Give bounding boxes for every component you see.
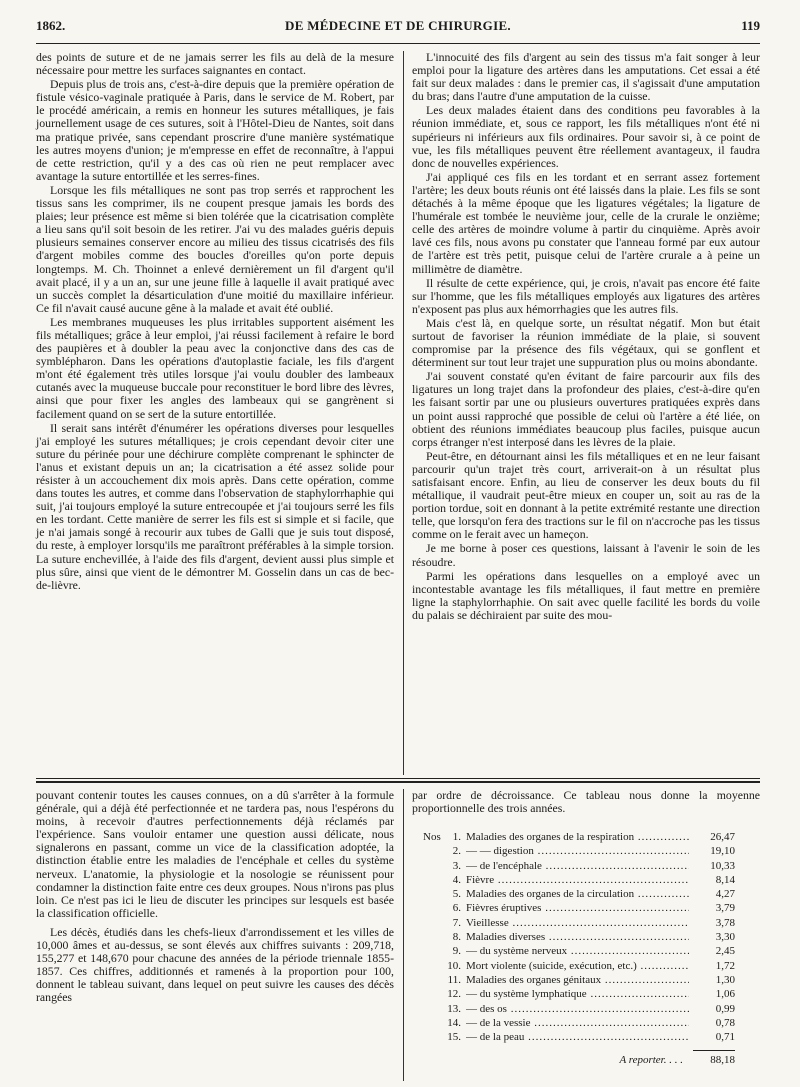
- paragraph: Je me borne à poser ces questions, laissant à l'avenir le soin de les résoudre.: [412, 541, 760, 569]
- paragraph: Les deux malades étaient dans des conditions peu favorables à la réunion immédiate, et, sous ce rapport, les fils métalliques n'ont été ni supérieurs ni inférieurs aux fils ordinaires. Pour savoir si, à ce point de vue, les fils métalliques peuvent être réellement avantageux, il faudra donc de nouvelles expériences.: [412, 103, 760, 170]
- cause-value: 1,30: [715, 973, 735, 986]
- paragraph: Depuis plus de trois ans, c'est-à-dire depuis que la première opération de fistule vésico-vaginale pratiquée à Paris, dans le service de M. Robert, par le procédé américain, a remis en honneur les sutures métalliques, je fais journellement usage de ces sutures, soit à l'Hôtel-Dieu de Nantes, soit dans ma pratique privée, sans cependant proscrire d'une manière systématique les autres moyens d'union; je m'empresse en effet de reconnaître, à l'appui de cette restriction, qu'il y a des cas où rien ne peut remplacer avec avantage la suture entortillée et les serres-fines.: [36, 77, 394, 183]
- cause-value: 0,78: [715, 1016, 735, 1029]
- cause-value: 19,10: [710, 845, 735, 858]
- paragraph: Les membranes muqueuses les plus irritables supportent aisément les fils métalliques; grâce à leur emploi, j'ai réussi facilement à refaire le bord des paupières et à doubler la peau avec la conjonctive dans des cas de symblépharon. Dans les opérations d'autoplastie faciale, les fils d'argent m'ont été également très utiles lorsque j'ai voulu doubler des lambeaux cutanés avec la muqueuse buccale pour reconstituer le bord libre des lèvres, ainsi que pour fixer les angles des lambeaux qui se gangrènent si facilement quand on se sert de la suture entortillée.: [36, 314, 394, 421]
- cause-label: — du système nerveux .....: [466, 944, 689, 958]
- nos-label: [423, 973, 443, 987]
- paragraph: des points de suture et de ne jamais serrer les fils au delà de la mesure nécessaire pour mettre les surfaces saignantes en contact.: [36, 50, 394, 78]
- left-column: [36, 51, 394, 592]
- cause-value: 3,78: [715, 916, 735, 929]
- paragraph: Lorsque les fils métalliques ne sont pas trop serrés et rapprochent les tissus sans les comprimer, ils ne coupent presque jamais les bords des plaies; leur présence est même si bien tolérée que la cicatrisation complète a lieu sans qu'il soit besoin de les retirer. J'ai vu des malades guéris depuis plusieurs semaines conserver encore au milieu des tissus cicatrisés des fils d'argent mobiles comme des boucles d'oreilles qu'on porte depuis longtemps. M. Ch. Thoinnet a enlevé dernièrement un fil d'argent qu'il avait placé, il y a un an, sur une jeune fille à laquelle il avait pratiqué avec un succès complet la désarticulation d'une moitié du maxillaire inférieur. Ce fil n'avait causé aucune gêne à la malade et avait été oublié.: [36, 182, 394, 315]
- row-number: 11.: [447, 973, 461, 986]
- paragraph: par ordre de décroissance. Ce tableau nous donne la moyenne proportionnelle des trois années.: [412, 788, 760, 816]
- cause-value: 10,33: [710, 859, 735, 872]
- table-row: [423, 1002, 735, 1016]
- nos-label: [423, 944, 443, 958]
- right-column: [412, 51, 760, 622]
- cause-label: Maladies des organes génitaux .....: [466, 973, 689, 987]
- table-row: [423, 930, 735, 944]
- nos-label: Nos: [423, 831, 441, 843]
- row-number: 9.: [452, 945, 461, 958]
- table-row: [423, 1030, 735, 1044]
- paragraph: Mais c'est là, en quelque sorte, un résultat négatif. Mon but était surtout de favoriser la réunion immédiate de la plaie, si souvent compromise par la présence des fils végétaux, qui se gonflent et déterminent sur tout leur trajet une suppuration plus ou moins abondante.: [412, 315, 760, 370]
- nos-label: [423, 987, 443, 1001]
- nos-label: [423, 1030, 443, 1044]
- table-row: [423, 830, 735, 844]
- row-number: 12.: [447, 988, 461, 1001]
- cause-value: 0,99: [715, 1002, 735, 1015]
- paragraph: pouvant contenir toutes les causes connues, on a dû s'arrêter à la formule générale, qui a déjà été perfectionnée et ne tardera pas, nous l'espérons du moins, à recevoir d'autres perfectionnements déjà réclamés par l'expérience. Sans vouloir entamer une question aussi délicate, nous signalerons en passant, comme un vice de la classification adoptée, la distinction établie entre les maladies de l'encéphale et celles du système nerveux. L'anatomie, la physiologie et la nosologie se réunissent pour condamner la distinction faite entre ces deux groupes. Nous n'irons pas plus loin. Ce n'est pas ici le lieu de discuter les principes sur lesquels est basée la classification officielle.: [36, 788, 394, 920]
- table-row: [423, 844, 735, 858]
- header-rule: [36, 43, 760, 44]
- paragraph: Les décès, étudiés dans les chefs-lieux d'arrondissement et les villes de 10,000 âmes et au-dessus, se sont élevés aux chiffres suivants : 209,718, 155,277 et 148,670 pour chacune des années de la période triennale 1855-1857. Ces chiffres, additionnés et ramenés à la proportion pour 100, donnent le tableau suivant, dans lequel on peut suivre les causes des décès rangées: [36, 924, 394, 1005]
- row-number: 3.: [452, 859, 461, 872]
- nos-label: [423, 887, 443, 901]
- paragraph: J'ai souvent constaté qu'en évitant de faire parcourir aux fils des ligatures un long trajet dans la profondeur des plaies, c'est-à-dire qu'en les faisant sortir par une ou plusieurs ouvertures pratiquées exprès dans un point aussi rapproché que possible de celui où l'artère a été liée, on obtient des réunions immédiates beaucoup plus faciles, puisque aucun corps étranger n'est interposé dans les lèvres de la plaie.: [412, 369, 760, 449]
- table-row: [423, 959, 735, 973]
- total-value: 88,18: [693, 1050, 735, 1067]
- row-number: 6.: [452, 902, 461, 915]
- cause-value: 1,06: [715, 988, 735, 1001]
- nos-label: [423, 859, 443, 873]
- nos-label: [423, 959, 443, 973]
- nos-label: [423, 916, 443, 930]
- cause-value: 2,45: [715, 945, 735, 958]
- row-number: 15.: [447, 1031, 461, 1044]
- page-header: [36, 18, 760, 44]
- nos-label: [423, 1002, 443, 1016]
- row-number: 5.: [452, 888, 461, 901]
- paragraph: L'innocuité des fils d'argent au sein des tissus m'a fait songer à leur emploi pour la ligature des artères dans les amputations. Cet essai a été fait sur deux malades : dans le premier cas, il s'agissait d'une amputation du bras; dans l'autre d'une amputation de la cuisse.: [412, 50, 760, 104]
- bottom-right-intro: [412, 789, 760, 815]
- nos-label: [423, 873, 443, 887]
- nos-label: [423, 930, 443, 944]
- cause-value: 26,47: [710, 831, 735, 843]
- cause-value: 0,71: [715, 1031, 735, 1044]
- table-row: [423, 901, 735, 915]
- paragraph: Il serait sans intérêt d'énumérer les opérations diverses pour lesquelles j'ai employé les sutures métalliques; je crois cependant devoir citer une suture du périnée pour une déchirure complète comprenant le sphincter de l'anus et existant depuis un an; la cicatrisation a été assez solide pour résister à un accouchement dix mois après. Dans cette opération, comme dans toutes les autres, et comme dans l'observation de staphylorrhaphie qui suit, j'ai toujours employé la suture entrecoupée et j'ai toujours serré les fils en les tordant. Cette manière de serrer les fils est si simple et si facile, que je n'ai jamais songé à recourir aux tubes de Galli que je suis tout disposé, du reste, à employer lorsqu'ils me paraîtront préférables à la simple torsion. La suture enchevillée, à l'aide des fils d'argent, devient aussi plus simple et plus sûre, ainsi que vient de le démontrer M. Gosselin dans un cas de bec-de-lièvre.: [36, 420, 394, 592]
- cause-value: 1,72: [715, 959, 735, 972]
- row-number: 7.: [452, 916, 461, 929]
- nos-label: [423, 1016, 443, 1030]
- cause-label: Fièvres éruptives .....: [466, 901, 689, 915]
- cause-value: 3,79: [715, 902, 735, 915]
- header-page-number: 119: [741, 18, 760, 33]
- cause-label: — de la vessie .....: [466, 1016, 689, 1030]
- row-number: 2.: [452, 845, 461, 858]
- cause-label: — — digestion .....: [466, 844, 689, 858]
- cause-label: — de l'encéphale .....: [466, 859, 689, 873]
- cause-label: Maladies des organes de la circulation .....: [466, 887, 689, 901]
- row-number: 1.: [452, 831, 461, 843]
- cause-value: 3,30: [715, 931, 735, 944]
- paragraph: J'ai appliqué ces fils en les tordant et en serrant assez fortement l'artère; les deux bouts réunis ont été laissés dans la plaie. Les fils se sont détachés à la même époque que les ligatures végétales; la ligature de l'humérale est tombée le neuvième jour, celle de la crurale le onzième; celle des artères de moindre volume à partir du cinquième. Après avoir lavé ces fils, nous avons pu constater que l'anneau formé par eux autour de l'artère est très petit, puisque celui de l'artère crurale a à peine un millimètre de diamètre.: [412, 169, 760, 276]
- paragraph: Parmi les opérations dans lesquelles on a employé avec un incontestable avantage les fils métalliques, il faut mettre en première ligne la staphylorrhaphie. On sait avec quelle facilité les bords du voile du palais se déchiraient par suite des mou-: [412, 568, 760, 622]
- cause-label: Mort violente (suicide, exécution, etc.) .....: [466, 959, 689, 973]
- column-divider: [403, 51, 404, 775]
- nos-label: [423, 844, 443, 858]
- cause-label: Maladies des organes de la respiration .....: [466, 830, 689, 844]
- cause-label: — du système lymphatique .....: [466, 987, 689, 1001]
- bottom-left-column: [36, 789, 394, 1005]
- table-row: [423, 944, 735, 958]
- table-total: [423, 1050, 735, 1067]
- cause-label: — des os .....: [466, 1002, 689, 1016]
- section-rule: [36, 778, 760, 779]
- header-year: 1862.: [36, 18, 66, 33]
- paragraph: Peut-être, en détournant ainsi les fils métalliques et en ne leur faisant parcourir qu'un trajet très court, arriverait-on à un résultat plus satisfaisant encore. Enfin, au lieu de conserver les deux bouts du fil métallique, il vaudrait peut-être mieux en couper un, soit au ras de la portion tordue, soit en donnant à la petite extrémité restante une direction telle, que lorsqu'on fera des tractions sur le fil on n'accroche pas les tissus comme on le ferait avec un hameçon.: [412, 448, 760, 542]
- table-row: [423, 859, 735, 873]
- row-number: 10.: [447, 959, 461, 972]
- section-rule-double: [36, 781, 760, 783]
- mortality-table: [423, 830, 735, 1068]
- row-number: 14.: [447, 1016, 461, 1029]
- table-row: [423, 973, 735, 987]
- column-divider-bottom: [403, 789, 404, 1081]
- table-row: [423, 887, 735, 901]
- row-number: 8.: [452, 931, 461, 944]
- cause-label: Fièvre .....: [466, 873, 689, 887]
- cause-label: Vieillesse .....: [466, 916, 689, 930]
- cause-value: 8,14: [715, 873, 735, 886]
- cause-value: 4,27: [715, 888, 735, 901]
- row-number: 13.: [447, 1002, 461, 1015]
- table-row: [423, 873, 735, 887]
- cause-label: Maladies diverses .....: [466, 930, 689, 944]
- cause-label: — de la peau .....: [466, 1030, 689, 1044]
- table-row: [423, 987, 735, 1001]
- nos-label: [423, 901, 443, 915]
- row-number: 4.: [452, 873, 461, 886]
- paragraph: Il résulte de cette expérience, qui, je crois, n'avait pas encore été faite sur l'homme, que les fils métalliques employés aux ligatures des artères n'exposent pas plus aux hémorrhagies que les autres fils.: [412, 275, 760, 316]
- table-row: [423, 1016, 735, 1030]
- table-row: [423, 916, 735, 930]
- header-title: DE MÉDECINE ET DE CHIRURGIE.: [285, 18, 511, 33]
- total-label: A reporter. . . .: [619, 1054, 683, 1067]
